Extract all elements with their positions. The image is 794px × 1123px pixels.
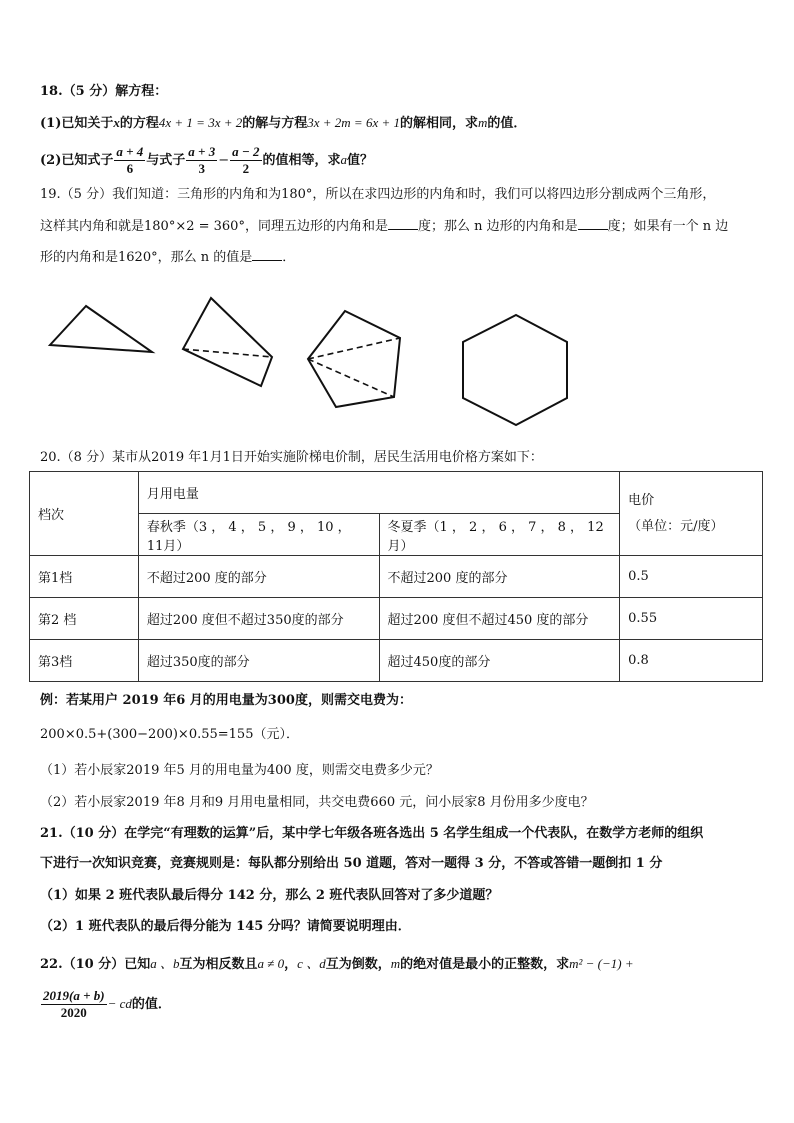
- header-usage: 月用电量: [138, 472, 619, 514]
- cell-tier: 第2 档: [30, 598, 139, 640]
- answer-blank: [252, 248, 282, 261]
- fraction: $\frac{a - 2}{2}$: [232, 144, 260, 176]
- answer-blank: [388, 217, 418, 230]
- quadrilateral-shape: [183, 298, 272, 386]
- cell-winter: 不超过200 度的部分: [379, 556, 620, 598]
- q20-example-calc: 200×0.5+(300−200)×0.55=155（元）．: [40, 727, 299, 742]
- cell-winter: 超过450度的部分: [379, 640, 620, 682]
- header-winter-summer: 冬夏季（1 ， 2 ， 6 ， 7 ， 8 ， 12月）: [379, 514, 620, 556]
- q19-line1: 19.（5 分）我们知道：三角形的内角和为180°，所以在求四边形的内角和时，我们可以将四边形分割成两个三角形，: [40, 187, 716, 202]
- q21-sub1: （1）如果 2 班代表队最后得分 142 分，那么 2 班代表队回答对了多少道题？: [40, 888, 499, 903]
- q20-example: 例：若某用户 2019 年6 月的用电量为300度，则需交电费为：: [40, 693, 412, 708]
- q19-line3: 形的内角和是1620°，那么 n 的值是 ．: [40, 250, 296, 265]
- fraction: $\frac{a + 4}{6}$: [116, 144, 144, 176]
- cell-spring: 不超过200 度的部分: [138, 556, 379, 598]
- fraction: $\frac{2019(a + b)}{2020}$: [43, 988, 105, 1020]
- cell-tier: 第3档: [30, 640, 139, 682]
- q19-line2: 这样其内角和就是180°×2 = 360°，同理五边形的内角和是 度；那么 n 边形的内角和是 度；如果有一个 n 边: [40, 219, 729, 234]
- cell-price: 0.5: [620, 556, 763, 598]
- q22-line2: $\frac{2019(a + b)}{2020}$ − cd的值．: [43, 988, 171, 1020]
- q18-part2: (2)已知式子 $\frac{a + 4}{6}$ 与式子 $\frac{a + 3}{3}$ − $\frac{a - 2}{2}$ 的值相等，求a值？: [40, 144, 374, 176]
- q20-sub2: （2）若小辰家2019 年8 月和9 月用电量相同，共交电费660 元，问小辰家8 月份用多少度电？: [40, 795, 594, 810]
- q21-line1: 21.（10 分）在学完“有理数的运算”后，某中学七年级各班各选出 5 名学生组成一个代表队，在数学方老师的组织: [40, 826, 704, 841]
- q18-heading: 18.（5 分）解方程：: [40, 84, 168, 99]
- cell-spring: 超过350度的部分: [138, 640, 379, 682]
- header-price: 电价 （单位：元/度）: [620, 472, 763, 556]
- table-row: [30, 598, 763, 640]
- cell-tier: 第1档: [30, 556, 139, 598]
- q20-heading: 20.（8 分）某市从2019 年1月1日开始实施阶梯电价制，居民生活用电价格方案如下：: [40, 450, 543, 465]
- q18-part1: (1)已知关于x的方程4x + 1 = 3x + 2的解与方程3x + 2m = 6x + 1的解相同，求m的值．: [40, 115, 527, 131]
- triangle-shape: [50, 306, 152, 352]
- answer-blank: [578, 217, 608, 230]
- q21-line2: 下进行一次知识竞赛，竞赛规则是：每队都分别给出 50 道题，答对一题得 3 分，不答或答错一题倒扣 1 分: [40, 856, 663, 871]
- table-row: [30, 640, 763, 682]
- header-spring-autumn: 春秋季（3 ， 4 ， 5 ， 9 ， 10 ， 11月）: [138, 514, 379, 556]
- cell-winter: 超过200 度但不超过450 度的部分: [379, 598, 620, 640]
- cell-spring: 超过200 度但不超过350度的部分: [138, 598, 379, 640]
- pentagon-shape: [308, 311, 400, 407]
- electricity-price-table: [29, 471, 763, 682]
- header-tier: 档次: [30, 472, 139, 556]
- hexagon-shape: [463, 315, 567, 425]
- fraction: $\frac{a + 3}{3}$: [188, 144, 216, 176]
- cell-price: 0.8: [620, 640, 763, 682]
- q22-line1: 22.（10 分）已知a 、b互为相反数且a ≠ 0，c 、d互为倒数，m的绝对值是最小的正整数，求m² − (−1) +: [40, 956, 634, 972]
- q21-sub2: （2）1 班代表队的最后得分能为 145 分吗？请简要说明理由．: [40, 919, 411, 934]
- q20-sub1: （1）若小辰家2019 年5 月的用电量为400 度，则需交电费多少元？: [40, 763, 439, 778]
- table-row: [30, 556, 763, 598]
- cell-price: 0.55: [620, 598, 763, 640]
